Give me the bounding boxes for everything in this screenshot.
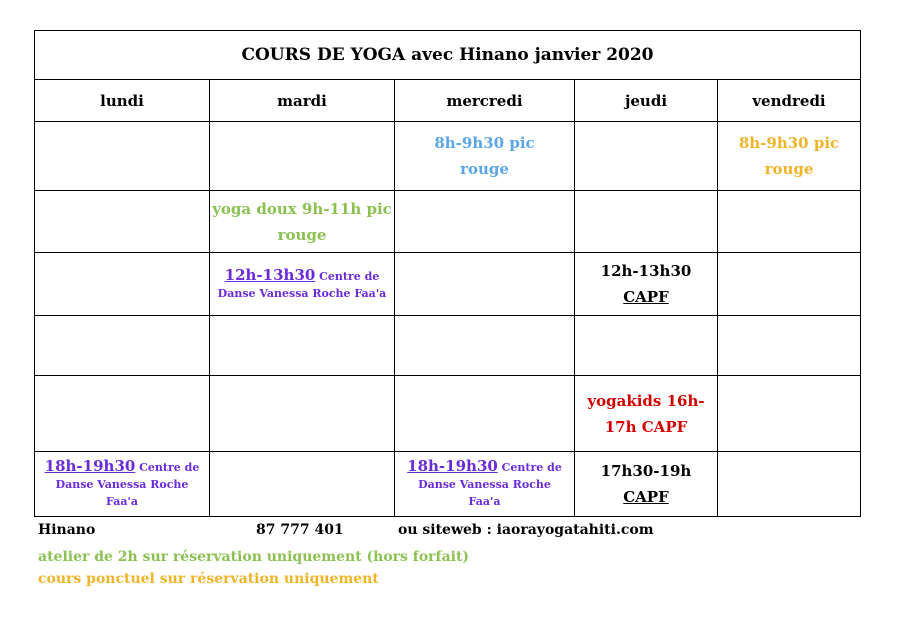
- class-place: CAPF: [623, 488, 669, 506]
- cell-empty: [575, 122, 718, 191]
- contact-name: Hinano: [38, 522, 96, 538]
- cell-empty: [575, 316, 718, 376]
- cell-jeudi-class: [575, 376, 718, 452]
- schedule-title: COURS DE YOGA avec Hinano janvier 2020: [35, 31, 861, 80]
- class-text: 8h-9h30 pic rouge: [738, 134, 840, 178]
- cell-mardi-class: [210, 253, 395, 316]
- cell-empty: [210, 376, 395, 452]
- note-drop-in: cours ponctuel sur réservation uniquement: [38, 571, 379, 587]
- cell-vendredi-class: [718, 122, 861, 191]
- cell-empty: [718, 253, 861, 316]
- class-text: yogakids 16h-17h CAPF: [587, 391, 705, 436]
- class-time: 18h-19h30: [44, 457, 136, 475]
- cell-empty: [210, 452, 395, 517]
- class-time: 18h-19h30: [407, 457, 498, 475]
- cell-lundi-class: [35, 452, 210, 517]
- class-place: Centre de Danse Vanessa Roche Faa'a: [55, 461, 200, 508]
- cell-empty: [575, 191, 718, 253]
- day-header-vendredi: vendredi: [718, 80, 861, 122]
- schedule-table: [34, 30, 861, 517]
- day-header-mardi: mardi: [210, 80, 395, 122]
- contact-website: ou siteweb : iaorayogatahiti.com: [398, 522, 654, 538]
- cell-empty: [395, 253, 575, 316]
- cell-empty: [718, 191, 861, 253]
- cell-empty: [35, 376, 210, 452]
- cell-empty: [35, 191, 210, 253]
- class-place: CAPF: [623, 288, 669, 306]
- cell-empty: [718, 316, 861, 376]
- cell-empty: [718, 452, 861, 517]
- cell-empty: [395, 376, 575, 452]
- cell-empty: [718, 376, 861, 452]
- day-header-lundi: lundi: [35, 80, 210, 122]
- cell-mardi-class: [210, 191, 395, 253]
- cell-empty: [395, 191, 575, 253]
- cell-jeudi-class: [575, 452, 718, 517]
- cell-jeudi-class: [575, 253, 718, 316]
- cell-empty: [35, 316, 210, 376]
- contact-phone: 87 777 401: [256, 522, 344, 538]
- class-place: Centre de Danse Vanessa Roche Faa'a: [418, 461, 562, 508]
- class-place: Centre de Danse Vanessa Roche Faa'a: [217, 269, 387, 300]
- note-workshop: atelier de 2h sur réservation uniquement (hors forfait): [38, 549, 470, 565]
- cell-empty: [210, 122, 395, 191]
- cell-empty: [210, 316, 395, 376]
- class-time: 12h-13h30: [600, 262, 692, 280]
- class-text: yoga doux 9h-11h pic rouge: [212, 199, 392, 244]
- cell-mercredi-class: [395, 122, 575, 191]
- day-header-mercredi: mercredi: [395, 80, 575, 122]
- class-time: 12h-13h30: [224, 265, 316, 284]
- day-header-jeudi: jeudi: [575, 80, 718, 122]
- cell-empty: [35, 122, 210, 191]
- class-text: 8h-9h30 pic rouge: [434, 134, 535, 178]
- class-time: 17h30-19h: [600, 462, 692, 480]
- cell-empty: [35, 253, 210, 316]
- cell-empty: [395, 316, 575, 376]
- cell-mercredi-class: [395, 452, 575, 517]
